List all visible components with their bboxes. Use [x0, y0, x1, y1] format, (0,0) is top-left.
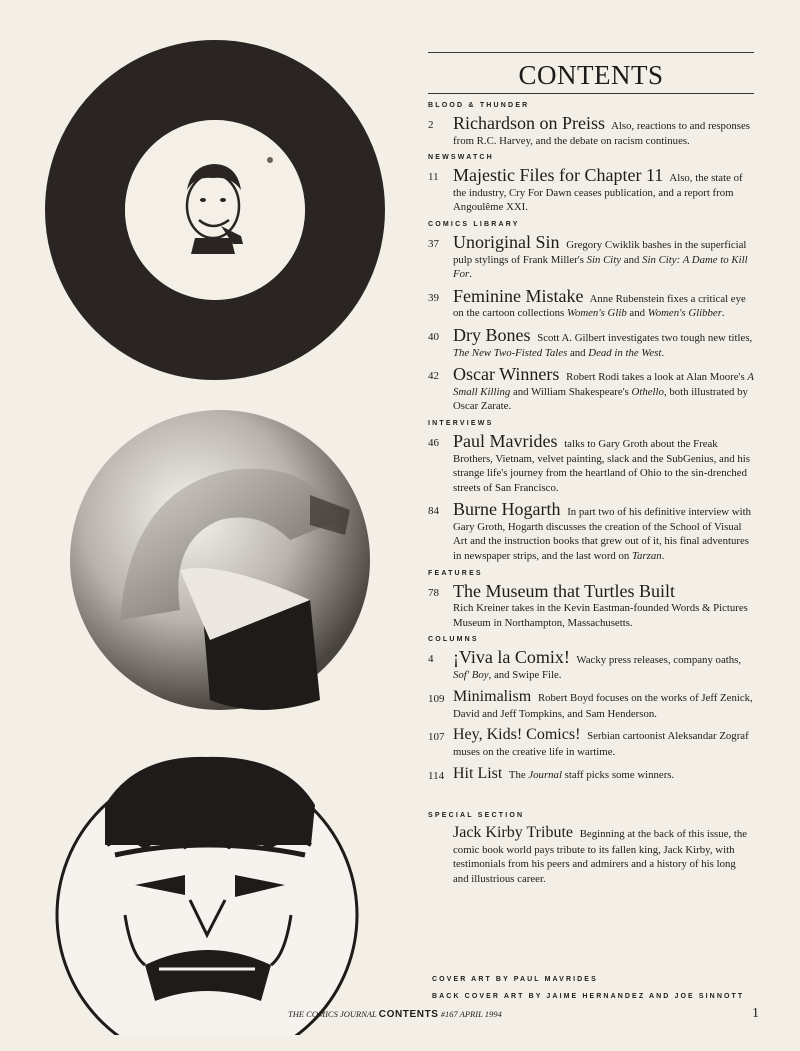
section-label: BLOOD & THUNDER	[428, 102, 530, 109]
list-item[interactable]	[428, 364, 754, 414]
section-label: SPECIAL SECTION	[428, 811, 525, 819]
footer	[288, 1009, 763, 1020]
entry-desc: Anne Rubenstein fixes a critical eye on the cartoon collections Women's Glib and Women's Glibber.	[453, 292, 746, 320]
section-label: FEATURES	[428, 569, 483, 577]
entry-desc: In part two of his definitive interview with Gary Groth, Hogarth discusses the creation of the School of Visual Art and the instruction books that grew out of it, his final adventures in newspaper strips, and the last word on Tarzan.	[453, 506, 751, 563]
page-number: 11	[428, 171, 439, 184]
credits	[432, 976, 772, 1010]
page-number: 107	[428, 731, 445, 744]
title-rule	[428, 93, 754, 94]
page-number: 39	[428, 291, 439, 304]
entry-desc: Robert Rodi takes a look at Alan Moore's A Small Killing and William Shakespeare's Othello, both illustrated by Oscar Zarate.	[453, 371, 754, 413]
cover-credit: COVER ART BY PAUL MAVRIDES	[432, 976, 598, 983]
list-item[interactable]	[428, 581, 754, 631]
footer-issue: #167 APRIL 1994	[440, 1009, 502, 1019]
entry-desc: Also, the state of the industry, Cry For Dawn ceases publication, and a report from Angoulême XXI.	[453, 172, 743, 214]
abstract-head-icon	[60, 400, 380, 720]
list-item[interactable]	[428, 687, 754, 722]
list-item[interactable]	[428, 647, 754, 682]
page-title: CONTENTS	[518, 60, 664, 90]
entry-desc: The Journal staff picks some winners.	[508, 768, 675, 781]
entry-desc: Wacky press releases, company oaths, Sof' Boy, and Swipe File.	[453, 654, 742, 682]
entry-title: Unoriginal Sin	[453, 231, 560, 252]
entry-desc: Serbian cartoonist Aleksandar Zograf muses on the creative life in wartime.	[453, 730, 749, 759]
entry-desc: Rich Kreiner takes in the Kevin Eastman-founded Words & Pictures Museum in Northampton, Massachusetts.	[453, 602, 748, 629]
page-number: 42	[428, 370, 439, 383]
page-number: 78	[428, 586, 439, 599]
entry-title: Richardson on Preiss	[453, 113, 605, 133]
page-number: 40	[428, 330, 439, 343]
list-item[interactable]	[428, 325, 754, 360]
list-item[interactable]	[428, 113, 754, 148]
list-item[interactable]	[428, 286, 754, 321]
entry-title: Oscar Winners	[453, 364, 560, 385]
entry-desc: Robert Boyd focuses on the works of Jeff Zenick, David and Jeff Tompkins, and Sam Henderson.	[453, 691, 753, 720]
section-label: INTERVIEWS	[428, 419, 494, 427]
ring-portrait-icon	[45, 40, 385, 380]
page-number: 37	[428, 237, 439, 250]
entry-desc: Also, reactions to and responses from R.C. Harvey, and the debate on racism continues.	[453, 120, 750, 147]
page-number: 109	[428, 692, 445, 705]
entry-title: Dry Bones	[453, 324, 531, 345]
list-item[interactable]	[428, 725, 754, 760]
list-item[interactable]	[428, 232, 754, 282]
section-label: NEWSWATCH	[428, 154, 494, 162]
list-item[interactable]	[428, 165, 754, 215]
entry-desc: talks to Gary Groth about the Freak Brothers, Vietnam, velvet painting, slack and the SubGenius, and his strange life's journey from the heartland of Ohio to the sin-drenched streets of San Francisco.	[453, 437, 750, 494]
entry-title: Paul Mavrides	[453, 430, 558, 451]
page-number: 84	[428, 505, 439, 518]
entry-desc: Scott A. Gilbert investigates two tough new titles, The New Two-Fisted Tales and Dead in the West.	[453, 331, 753, 359]
page-number: 2	[428, 119, 434, 131]
monster-face-icon	[35, 735, 380, 1035]
entry-title: Hey, Kids! Comics!	[453, 726, 581, 744]
list-item[interactable]	[428, 499, 754, 563]
page-number: 46	[428, 436, 439, 449]
contents-column	[428, 52, 754, 891]
entry-desc: Gregory Cwiklik bashes in the superficial pulp stylings of Frank Miller's Sin City and Sin City: A Dame to Kill For.	[453, 238, 748, 281]
footer-magazine: THE COMICS JOURNAL	[288, 1009, 377, 1019]
entry-title: ¡Viva la Comix!	[453, 647, 570, 668]
back-cover-credit: BACK COVER ART BY JAIME HERNANDEZ AND JOE SINNOTT	[432, 993, 745, 1000]
entry-title: Hit List	[453, 764, 503, 782]
top-rule	[428, 52, 754, 53]
entry-title: The Museum that Turtles Built	[453, 580, 676, 601]
entry-title: Majestic Files for Chapter 11	[453, 165, 664, 186]
special-section	[428, 812, 754, 887]
entry-desc: Beginning at the back of this issue, the comic book world pays tribute to its fallen king, Jack Kirby, with testimonials from his peers and admirers and a history of his long and illustrious career.	[453, 827, 748, 885]
page-number: 114	[428, 769, 445, 782]
entry-title: Jack Kirby Tribute	[453, 823, 573, 841]
footer-section: CONTENTS	[378, 1009, 439, 1020]
section-label: COLUMNS	[428, 636, 479, 644]
entry-title: Feminine Mistake	[453, 285, 584, 306]
entry-title: Minimalism	[453, 687, 532, 705]
section-label: COMICS LIBRARY	[428, 220, 520, 228]
list-item[interactable]	[428, 823, 754, 887]
list-item[interactable]	[428, 431, 754, 495]
page-number-blank	[428, 823, 453, 887]
page-number-footer: 1	[752, 1006, 759, 1021]
entry-title: Burne Hogarth	[453, 499, 561, 520]
page-number: 4	[428, 653, 434, 666]
list-item[interactable]	[428, 764, 754, 784]
